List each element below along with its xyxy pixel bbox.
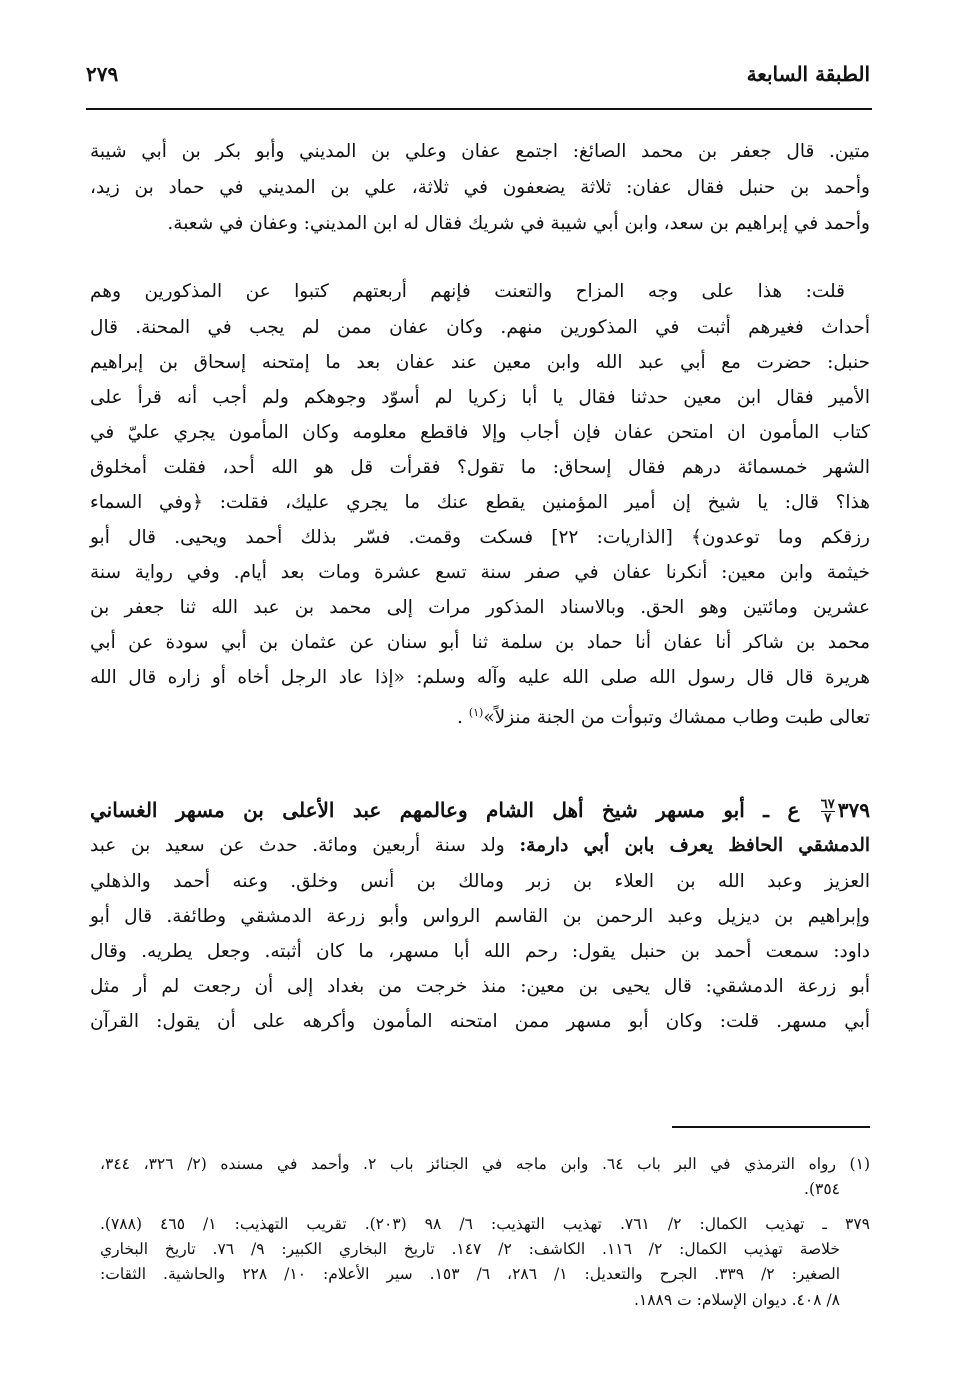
text-line: وأحمد في إبراهيم بن سعد، وابن أبي شيبة في شريك فقال له ابن المديني: وعفان في شعبة. [167, 213, 870, 234]
entry-fraction [821, 798, 835, 825]
entry-number: ٣٧٩ [837, 798, 870, 822]
text-line: حنبل: حضرت مع أبي عبد الله وابن معين عند عفان بعد ما إمتحنه إسحاق بن إبراهيم [90, 352, 870, 373]
footnote-rule [672, 1126, 870, 1128]
text-line: هريرة قال قال رسول الله صلى الله عليه وآله وسلم: «إذا عاد الرجل أخاه أو زاره قال الله [90, 667, 870, 688]
text-line: أبي مسهر. قلت: وكان أبو مسهر ممن امتحنه المأمون وأكرهه على أن يقول: القرآن [90, 1011, 870, 1032]
footnote-ref[interactable]: (١) [468, 706, 484, 719]
text-line [90, 831, 870, 861]
footnote-line: ٣٥٤). [804, 1180, 840, 1198]
text-line: داود: سمعت أحمد بن حنبل يقول: رحم الله أبا مسهر، ما كان أثبته. وجعل يطريه. وقال [90, 941, 870, 962]
text-line: وإبراهيم بن ديزيل وعبد الرحمن بن القاسم الرواس وأبو زرعة الدمشقي وطائفة. قال أبو [90, 906, 870, 927]
text-line [90, 698, 870, 733]
text-line: عشرين ومائتين وهو الحق. وبالاسناد المذكور مرات إلى محمد بن عبد الله ثنا جعفر بن [90, 597, 870, 618]
text-span: تعالى طبت وطاب ممشاك وتبوأت من الجنة منزلاً» [483, 707, 870, 729]
footnote-line: (١) رواه الترمذي في البر باب ٦٤. وابن ماجه في الجنائز باب ٢. وأحمد في مسنده (٢/ ٣٢٦، ٣٤٤، [100, 1155, 870, 1173]
text-line: الشهر خمسمائة درهم فقال إسحاق: ما تقول؟ فقرأت قل هو الله أحد، فقلت أمخلوق [90, 457, 870, 478]
fraction-top: ٦٧ [820, 797, 835, 812]
entry-title-cont: الدمشقي الحافظ يعرف بابن أبي دارمة: [519, 835, 870, 856]
fraction-bottom: ٧ [824, 811, 832, 826]
text-line: وأحمد بن حنبل فقال عفان: ثلاثة يضعفون في ثلاثة، علي بن المديني في حماد بن زيد، [90, 177, 870, 198]
text-line: أبو زرعة الدمشقي: قال يحيى بن معين: منذ خرجت من بغداد إلى أن رجعت لم أر مثل [90, 976, 870, 997]
text-line: أحداث فغيرهم أثبت في المذكورين منهم. وكان عفان ممن لم يجب في المحنة. قال [90, 317, 870, 338]
entry-heading [90, 795, 870, 825]
text-line: خيثمة وابن معين: أنكرنا عفان في صفر سنة تسع عشرة ومات بعد أيام. وفي رواية سنة [90, 562, 870, 583]
page-number: ٢٧٩ [86, 62, 119, 86]
footnote-line: الصغير: ٢/ ٣٣٩. الجرح والتعديل: ١/ ٢٨٦، ٦/ ١٥٣. سير الأعلام: ١٠/ ٢٢٨ والحاشية. الثقات: [100, 1265, 840, 1283]
text-line: قلت: هذا على وجه المزاح والتعنت فإنهم أربعتهم كتبوا عن المذكورين وهم [90, 281, 845, 302]
text-line: العزيز وعبد الله بن العلاء بن زبر ومالك بن أنس وخلق. وعنه أحمد والذهلي [90, 871, 870, 892]
text-line: رزقكم وما توعدون﴾ [الذاريات: ٢٢] فسكت وقمت. فسّر بذلك أحمد ويحيى. قال أبو [90, 527, 870, 548]
footnote-line: خلاصة تهذيب الكمال: ٢/ ١١٦. الكاشف: ٢/ ١٤٧. تاريخ البخاري الكبير: ٩/ ٧٦. تاريخ البخاري [100, 1240, 840, 1258]
entry-title: ع ـ أبو مسهر شيخ أهل الشام وعالمهم عبد الأعلى بن مسهر الغساني [90, 798, 800, 822]
text-line: متين. قال جعفر بن محمد الصائغ: اجتمع عفان وعلي بن المديني وأبو بكر بن أبي شيبة [90, 141, 870, 162]
text-line: هذا؟ قال: يا شيخ إن أمير المؤمنين يقطع عنك ما يجري عليك، فقلت: ﴿وفي السماء [90, 492, 870, 513]
footnote-line: ٨/ ٤٠٨. ديوان الإسلام: ت ١٨٨٩. [633, 1291, 840, 1309]
text-line: محمد بن شاكر أنا عفان أنا حماد بن سلمة ثنا أبو سنان عن عثمان بن أبي سودة عن أبي [90, 632, 870, 653]
section-title: الطبقة السابعة [746, 62, 870, 86]
text-span: . [457, 707, 463, 729]
text-span: ولد سنة أربعين ومائة. حدث عن سعيد بن عبد [90, 835, 505, 856]
footnote-line: ٣٧٩ ـ تهذيب الكمال: ٢/ ٧٦١. تهذيب التهذيب: ٦/ ٩٨ (٢٠٣). تقريب التهذيب: ١/ ٤٦٥ (٧٨٨). [100, 1215, 870, 1233]
header-rule [86, 108, 872, 110]
text-line: الأمير فقال ابن معين حدثنا فقال يا أبا زكريا لم أسوّد وجوهكم ولم أجب أنه قرأ على [90, 387, 870, 408]
text-line: كتاب المأمون ان امتحن عفان فإن أجاب وإلا فاقطع معلومه وكان المأمون يجري عليّ في [90, 422, 870, 443]
